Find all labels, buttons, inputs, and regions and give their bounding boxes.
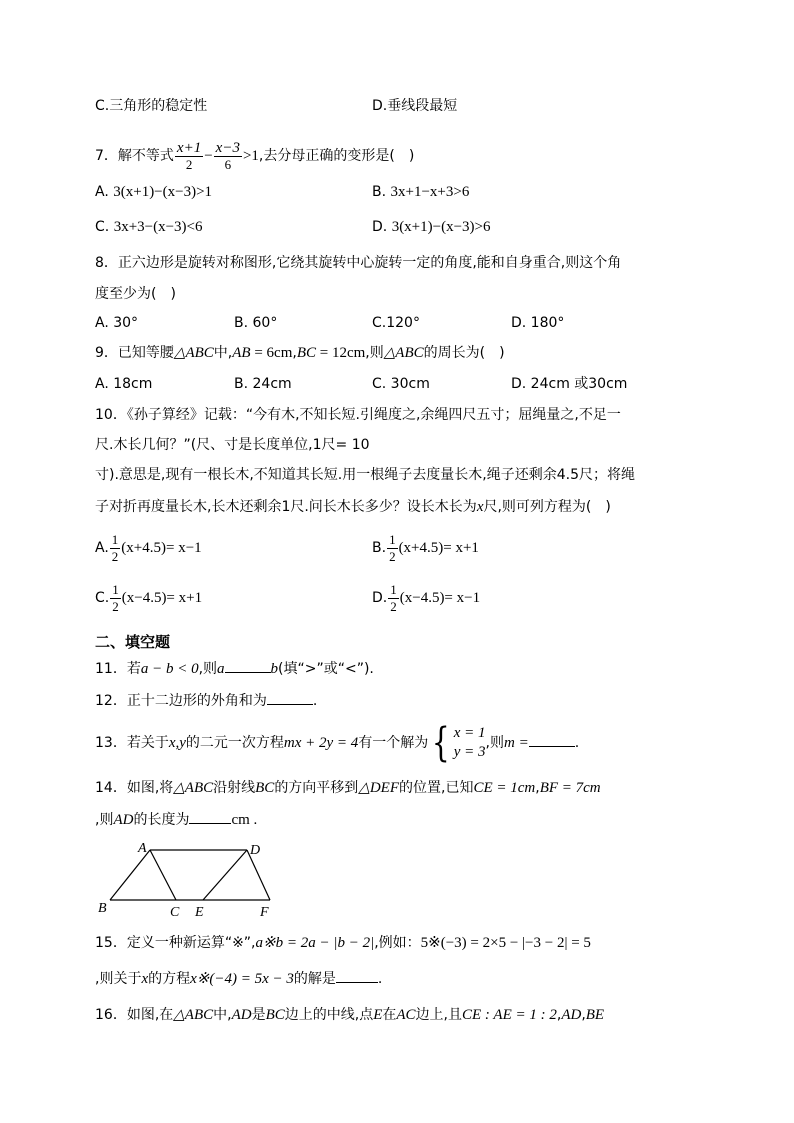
q9-bc-val: = 12cm (316, 345, 366, 361)
q14-ce: CE = 1cm (473, 780, 536, 796)
q16-p3: 是 (251, 1007, 266, 1023)
q10-b-half (387, 532, 398, 565)
q7-a-expr: 3(x+1)−(x−3)>1 (113, 184, 213, 200)
q10-option-a (95, 530, 202, 566)
q10-line4b: 尺,则可列方程为( ) (483, 499, 611, 515)
q13-p4: ,则 (485, 735, 504, 751)
q7-prefix: 7．解不等式 (95, 148, 174, 164)
q9-option-b: B. 24cm (234, 376, 292, 392)
q13-row-1: x = 1 (453, 725, 486, 741)
q14-unit: cm . (231, 812, 258, 828)
q16-p1: 16．如图,在 (95, 1007, 174, 1023)
q7-c-label: C. (95, 219, 114, 235)
q14-triangle-2: △DEF (358, 780, 400, 796)
q16-ad: AD (231, 1007, 252, 1023)
q11-expr: a − b < 0 (140, 661, 199, 677)
q14-blank[interactable] (189, 809, 231, 824)
q10-var-x: x (476, 499, 484, 515)
q15-blank[interactable] (336, 968, 378, 983)
q16-point-e: E (373, 1007, 383, 1023)
q16-comma-2: , (581, 1007, 586, 1023)
q15-equation: x※(−4) = 5x − 3 (190, 971, 294, 987)
q13-vars: x,y (168, 735, 186, 751)
q7-option-a (95, 182, 212, 202)
q8-line-2: 度至少为( ) (95, 286, 176, 302)
q14-p1: 14．如图,将 (95, 780, 174, 796)
q10-d-half-den: 2 (390, 598, 397, 614)
q14-bc: BC (255, 780, 275, 796)
q9-ab-val: = 6cm (250, 345, 293, 361)
q13-system (428, 720, 486, 766)
q7-gt: >1 (242, 148, 259, 164)
q15-p4: 的方程 (148, 971, 191, 987)
q10-b-half-num: 1 (389, 531, 396, 547)
q13-end: . (574, 735, 580, 751)
q14-bf: BF = 7cm (539, 780, 601, 796)
q9-p4: 的周长为( ) (423, 345, 505, 361)
q7-option-b (372, 182, 469, 202)
q14-ad: AD (113, 812, 134, 828)
q13-m: m = (504, 735, 529, 751)
q16-triangle: △ABC (173, 1007, 214, 1023)
q14-comma: , (535, 780, 540, 796)
q9-p1: 9．已知等腰 (95, 345, 174, 361)
q9-option-a: A. 18cm (95, 376, 153, 392)
label-e: E (195, 905, 204, 920)
q13-blank[interactable] (529, 732, 575, 747)
q12-end: . (312, 693, 318, 709)
q13-equation: mx + 2y = 4 (283, 735, 359, 751)
q14-line-1 (95, 778, 601, 798)
q7-fraction-2 (214, 140, 242, 173)
q9-p2: 中, (213, 345, 233, 361)
q14-p3: 的方向平移到 (274, 780, 359, 796)
q11-blank[interactable] (225, 658, 271, 673)
q14-p4: 的位置,已知 (399, 780, 474, 796)
q7-c-expr: 3x+3−(x−3)<6 (113, 219, 203, 235)
q6-option-c: C.三角形的稳定性 (95, 98, 208, 114)
q8-option-a: A. 30° (95, 315, 139, 331)
q14-p6: 的长度为 (133, 812, 190, 828)
q15-example: 5※(−3) = 2×5 − |−3 − 2| = 5 (420, 935, 591, 951)
q10-a-expr: (x+4.5)= x−1 (121, 540, 202, 556)
q15-line-2 (95, 968, 382, 989)
q15-p3: ,则关于 (95, 971, 142, 987)
q13-stem (95, 721, 579, 765)
label-a: A (138, 841, 147, 856)
q11-p3: (填“>”或“<”). (278, 661, 374, 677)
q15-line-1 (95, 933, 591, 953)
q13-row-2: y = 3 (453, 744, 486, 760)
q9-triangle-2: △ABC (383, 345, 424, 361)
q9-p3: ,则 (365, 345, 384, 361)
q12-blank[interactable] (267, 690, 313, 705)
q10-option-c (95, 580, 202, 616)
q10-line-4 (95, 497, 611, 517)
q11-p1: 11．若 (95, 661, 141, 677)
q7-a-label: A. (95, 184, 114, 200)
q10-c-half-num: 1 (112, 581, 119, 597)
q7-minus: − (204, 148, 213, 164)
q7-f1-num: x+1 (176, 139, 202, 156)
label-c: C (170, 905, 180, 920)
q9-bc: BC (296, 345, 316, 361)
q9-ab: AB (232, 345, 251, 361)
q14-p5: ,则 (95, 812, 114, 828)
q16-line-1 (95, 1005, 604, 1025)
q10-option-d (372, 580, 480, 616)
q13-p2: 的二元一次方程 (185, 735, 284, 751)
q16-p4: 边上的中线,点 (284, 1007, 374, 1023)
q15-p2: ,例如： (374, 935, 421, 951)
q10-b-half-den: 2 (389, 548, 396, 564)
q6-option-d: D.垂线段最短 (372, 98, 458, 114)
q9-option-c: C. 30cm (372, 376, 430, 392)
q8-option-b: B. 60° (234, 315, 278, 331)
q16-comma: , (556, 1007, 562, 1023)
q7-b-expr: 3x+1−x+3>6 (390, 184, 470, 200)
q11-stem (95, 658, 374, 679)
q9-option-d: D. 24cm 或30cm (511, 376, 628, 392)
q13-p3: 有一个解为 (358, 735, 429, 751)
q10-c-half (110, 582, 121, 615)
label-b: B (98, 901, 107, 916)
q14-figure (92, 836, 292, 926)
q7-f2-den: 6 (224, 156, 232, 172)
q10-c-label: C. (95, 590, 110, 606)
q10-a-label: A. (95, 540, 109, 556)
q10-d-label: D. (372, 590, 388, 606)
q10-a-half (110, 532, 121, 565)
q11-var-a: a (217, 661, 225, 677)
q7-option-d (372, 217, 491, 237)
q7-fraction-1 (175, 140, 203, 173)
q9-comma: , (292, 345, 297, 361)
q7-f2-num: x−3 (215, 139, 240, 156)
q10-d-half (388, 582, 399, 615)
q16-ratio: CE : AE = 1 : 2 (462, 1007, 557, 1023)
q7-stem (95, 138, 414, 174)
q10-c-half-den: 2 (112, 598, 119, 614)
q16-bc: BC (265, 1007, 285, 1023)
q7-suffix: ,去分母正确的变形是( ) (258, 148, 415, 164)
q9-stem (95, 343, 505, 363)
q15-var-x: x (141, 971, 149, 987)
q10-line4a: 子对折再度量长木,长木还剩余1尺.问长木长多少？设长木长为 (95, 499, 477, 515)
q14-line-2 (95, 809, 257, 830)
q7-d-expr: 3(x+1)−(x−3)>6 (391, 219, 491, 235)
q12-stem (95, 690, 317, 711)
q13-p1: 13．若关于 (95, 735, 169, 751)
q10-line-1: 10．《孙子算经》记载：“今有木,不知长短.引绳度之,余绳四尺五寸；屈绳量之,不足一 (95, 407, 621, 423)
q8-line-1: 8．正六边形是旋转对称图形,它绕其旋转中心旋转一定的角度,能和自身重合,则这个角 (95, 255, 622, 271)
q7-d-label: D. (372, 219, 392, 235)
q10-a-half-num: 1 (111, 531, 119, 547)
q16-be: BE (585, 1007, 605, 1023)
segment-ac (150, 850, 176, 900)
q15-p1: 15．定义一种新运算“※”, (95, 935, 256, 951)
section-title: 二、填空题 (95, 633, 171, 651)
q8-option-d: D. 180° (511, 315, 565, 331)
q16-p6: 边上,且 (415, 1007, 463, 1023)
q10-d-expr: (x−4.5)= x−1 (399, 590, 481, 606)
q15-p5: 的解是 (293, 971, 336, 987)
label-f: F (260, 905, 269, 920)
q10-line-2: 尺.木长几何？”(尺、寸是长度单位,1尺= 10 (95, 437, 370, 453)
q16-ac: AC (396, 1007, 416, 1023)
segment-ed (203, 850, 247, 900)
q10-option-b (372, 530, 479, 566)
q10-b-label: B. (372, 540, 387, 556)
q14-triangle-1: △ABC (173, 780, 214, 796)
q11-p2: ,则 (198, 661, 218, 677)
q10-d-half-num: 1 (390, 581, 397, 597)
q15-end: . (377, 971, 383, 987)
q12-text: 12．正十二边形的外角和为 (95, 693, 267, 709)
q16-p5: 在 (382, 1007, 397, 1023)
q7-b-label: B. (372, 184, 391, 200)
q10-a-half-den: 2 (111, 548, 119, 564)
q10-b-expr: (x+4.5)= x+1 (398, 540, 479, 556)
q10-c-expr: (x−4.5)= x+1 (121, 590, 203, 606)
segment-ab (110, 850, 150, 900)
brace-icon: { (432, 720, 450, 766)
label-d: D (250, 843, 261, 858)
q16-ad-2: AD (561, 1007, 582, 1023)
q9-triangle-1: △ABC (173, 345, 214, 361)
q11-var-b: b (270, 661, 279, 677)
q14-p2: 沿射线 (213, 780, 256, 796)
q7-option-c (95, 217, 203, 237)
q8-option-c: C.120° (372, 315, 420, 331)
q7-f1-den: 2 (185, 156, 193, 172)
q10-line-3: 寸).意思是,现有一根长木,不知道其长短.用一根绳子去度量长木,绳子还剩余4.5尺；将绳 (95, 467, 635, 483)
q15-definition: a※b = 2a − |b − 2| (255, 935, 375, 951)
q16-p2: 中, (213, 1007, 232, 1023)
